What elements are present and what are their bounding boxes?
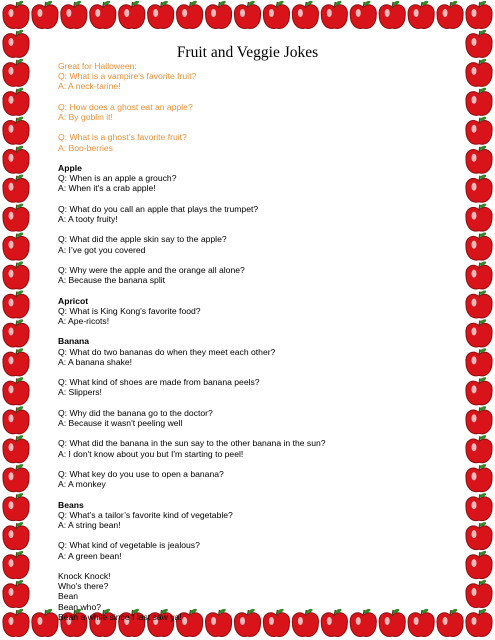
apple-icon xyxy=(466,145,492,173)
apple-icon xyxy=(292,0,318,28)
section-heading: Apple xyxy=(58,162,82,173)
joke-question: Q: What’s a tailor’s favorite kind of vegetable? xyxy=(58,509,233,520)
apple-icon xyxy=(466,319,492,347)
joke-answer: A: Ape-ricots! xyxy=(58,315,110,326)
joke-question: Q: What kind of shoes are made from banana peels? xyxy=(58,377,260,388)
joke-question: Q: What is King Kong's favorite food? xyxy=(58,305,201,316)
joke-answer: A: Because it wasn't peeling well xyxy=(58,417,183,428)
joke-answer: A: I don't know about you but I'm starting to peel! xyxy=(58,448,244,459)
apple-icon xyxy=(466,347,492,375)
halloween-answer: A: A neck-tarine! xyxy=(58,81,121,92)
apple-icon xyxy=(466,463,492,491)
apple-icon xyxy=(466,608,492,636)
apple-icon xyxy=(3,376,29,404)
apple-icon xyxy=(3,405,29,433)
knock-line: Who's there? xyxy=(58,581,109,592)
apricot-section xyxy=(58,296,438,337)
joke-question: Q: What key do you use to open a banana? xyxy=(58,468,224,479)
joke-answer: A: I’ve got you covered xyxy=(58,244,146,255)
apple-icon xyxy=(466,579,492,607)
apple-icon xyxy=(119,0,145,28)
apple-icon xyxy=(437,0,463,28)
apple-icon xyxy=(466,550,492,578)
joke-answer: A: A tooty fruity! xyxy=(58,213,118,224)
banana-section xyxy=(58,336,438,499)
apple-icon xyxy=(3,0,29,28)
apple-icon xyxy=(3,145,29,173)
apple-icon xyxy=(3,58,29,86)
apple-icon xyxy=(466,174,492,202)
halloween-section xyxy=(58,61,438,163)
apple-icon xyxy=(466,434,492,462)
joke-question: Q: What did the banana in the sun say to the other banana in the sun? xyxy=(58,438,326,449)
halloween-answer: A: By goblin it! xyxy=(58,112,113,122)
apple-icon xyxy=(3,203,29,231)
joke-answer: A: A banana shake! xyxy=(58,356,133,367)
apple-icon xyxy=(3,463,29,491)
apple-icon xyxy=(3,550,29,578)
knock-line: Bean xyxy=(58,591,79,602)
apple-icon xyxy=(205,0,231,28)
knock-line: Bean who? xyxy=(58,601,102,612)
apple-icon xyxy=(466,405,492,433)
joke-answer: A: A monkey xyxy=(58,479,106,490)
apple-icon xyxy=(466,376,492,404)
apple-icon xyxy=(3,116,29,144)
apple-icon xyxy=(3,232,29,260)
apple-icon xyxy=(263,0,289,28)
halloween-question: Q: What is a vampire's favorite fruit? xyxy=(58,71,197,82)
joke-question: Q: What did the apple skin say to the apple? xyxy=(58,234,227,245)
apple-icon xyxy=(466,290,492,318)
apple-icon xyxy=(32,0,58,28)
section-heading: Apricot xyxy=(58,295,89,306)
apple-icon xyxy=(321,0,347,28)
joke-question: Q: What do you call an apple that plays the trumpet? xyxy=(58,203,259,214)
apple-icon xyxy=(61,0,87,28)
apple-icon xyxy=(350,0,376,28)
knock-line: Knock Knock! xyxy=(58,570,111,581)
halloween-answer: A: Boo-berries xyxy=(58,142,113,153)
apple-icon xyxy=(3,290,29,318)
apple-icon xyxy=(466,0,492,28)
apple-icon xyxy=(466,116,492,144)
knock-line: Bean a while since I last saw ya! xyxy=(58,611,182,622)
apple-icon xyxy=(466,232,492,260)
joke-answer: A: Slippers! xyxy=(58,387,102,398)
apple-icon xyxy=(466,521,492,549)
apple-icon xyxy=(3,319,29,347)
apple-icon xyxy=(32,608,58,636)
apple-icon xyxy=(3,174,29,202)
joke-answer: A: When it's a crab apple! xyxy=(58,183,156,194)
apple-icon xyxy=(437,608,463,636)
halloween-intro: Great for Halloween: xyxy=(58,61,137,71)
joke-question: Q: Why were the apple and the orange all alone? xyxy=(58,264,245,275)
apple-icon xyxy=(466,203,492,231)
apple-icon xyxy=(3,434,29,462)
apple-icon xyxy=(3,492,29,520)
apple-icon xyxy=(3,347,29,375)
apple-icon xyxy=(408,0,434,28)
halloween-question: Q: How does a ghost eat an apple? xyxy=(58,101,193,112)
apple-icon xyxy=(379,0,405,28)
apple-icon xyxy=(3,608,29,636)
jokes-content xyxy=(58,61,438,622)
joke-question: Q: Why did the banana go to the doctor? xyxy=(58,407,213,418)
apple-icon xyxy=(3,87,29,115)
halloween-question: Q: What is a ghost’s favorite fruit? xyxy=(58,132,187,143)
apple-icon xyxy=(466,492,492,520)
apple-icon xyxy=(148,0,174,28)
apple-icon xyxy=(466,87,492,115)
apple-icon xyxy=(3,261,29,289)
apple-section xyxy=(58,163,438,296)
page-title: Fruit and Veggie Jokes xyxy=(176,44,319,61)
joke-answer: A: A string bean! xyxy=(58,519,121,530)
joke-question: Q: When is an apple a grouch? xyxy=(58,173,177,184)
beans-section xyxy=(58,500,438,571)
section-heading: Beans xyxy=(58,499,84,510)
apple-icon xyxy=(466,58,492,86)
joke-answer: A: Because the banana split xyxy=(58,275,166,286)
apple-icon xyxy=(466,261,492,289)
section-heading: Banana xyxy=(58,336,90,347)
apple-icon xyxy=(3,579,29,607)
apple-icon xyxy=(90,0,116,28)
apple-icon xyxy=(3,521,29,549)
joke-question: Q: What kind of vegetable is jealous? xyxy=(58,540,200,551)
joke-answer: A: A green bean! xyxy=(58,550,122,561)
joke-question: Q: What do two bananas do when they meet each other? xyxy=(58,346,276,357)
apple-icon xyxy=(177,0,203,28)
apple-icon xyxy=(234,0,260,28)
knock-knock-joke xyxy=(58,571,438,622)
